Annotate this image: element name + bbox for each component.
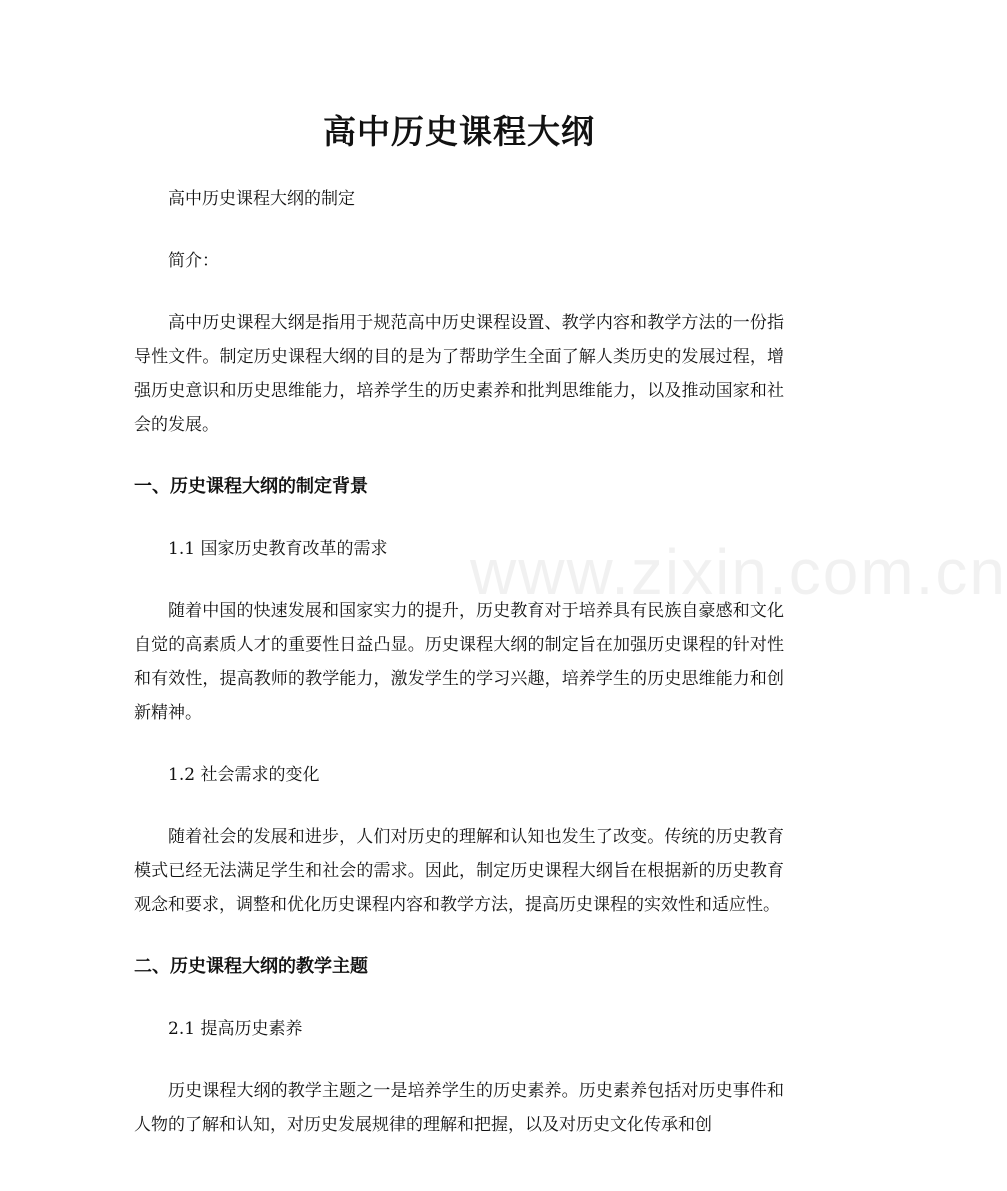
intro-label: 简介： xyxy=(168,251,219,271)
watermark-text: www.zixin.com.cn xyxy=(470,536,1007,608)
subsection-heading-1-1: 1.1 国家历史教育改革的需求 xyxy=(168,539,388,559)
intro-paragraph: 高中历史课程大纲是指用于规范高中历史课程设置、教学内容和教学方法的一份指导性文件。制定历史课程大纲的目的是为了帮助学生全面了解人类历史的发展过程，增强历史意识和历史思维能力，培养学生的历史素养和批判思维能力，以及推动国家和社会的发展。 xyxy=(134,313,784,435)
subsection-heading-2-1: 2.1 提高历史素养 xyxy=(168,1019,303,1039)
document-title: 高中历史课程大纲 xyxy=(323,112,595,151)
body-paragraph-1-1: 随着中国的快速发展和国家实力的提升，历史教育对于培养具有民族自豪感和文化自觉的高素质人才的重要性日益凸显。历史课程大纲的制定旨在加强历史课程的针对性和有效性，提高教师的教学能力，激发学生的学习兴趣，培养学生的历史思维能力和创新精神。 xyxy=(134,601,784,723)
body-paragraph-2-1: 历史课程大纲的教学主题之一是培养学生的历史素养。历史素养包括对历史事件和人物的了解和认知，对历史发展规律的理解和把握，以及对历史文化传承和创 xyxy=(134,1081,784,1135)
section-heading-2: 二、历史课程大纲的教学主题 xyxy=(134,956,368,977)
subtitle-paragraph: 高中历史课程大纲的制定 xyxy=(168,189,355,209)
subsection-heading-1-2: 1.2 社会需求的变化 xyxy=(168,765,320,785)
section-heading-1: 一、历史课程大纲的制定背景 xyxy=(134,476,368,497)
body-paragraph-1-2: 随着社会的发展和进步，人们对历史的理解和认知也发生了改变。传统的历史教育模式已经无法满足学生和社会的需求。因此，制定历史课程大纲旨在根据新的历史教育观念和要求，调整和优化历史课程内容和教学方法，提高历史课程的实效性和适应性。 xyxy=(134,827,784,915)
